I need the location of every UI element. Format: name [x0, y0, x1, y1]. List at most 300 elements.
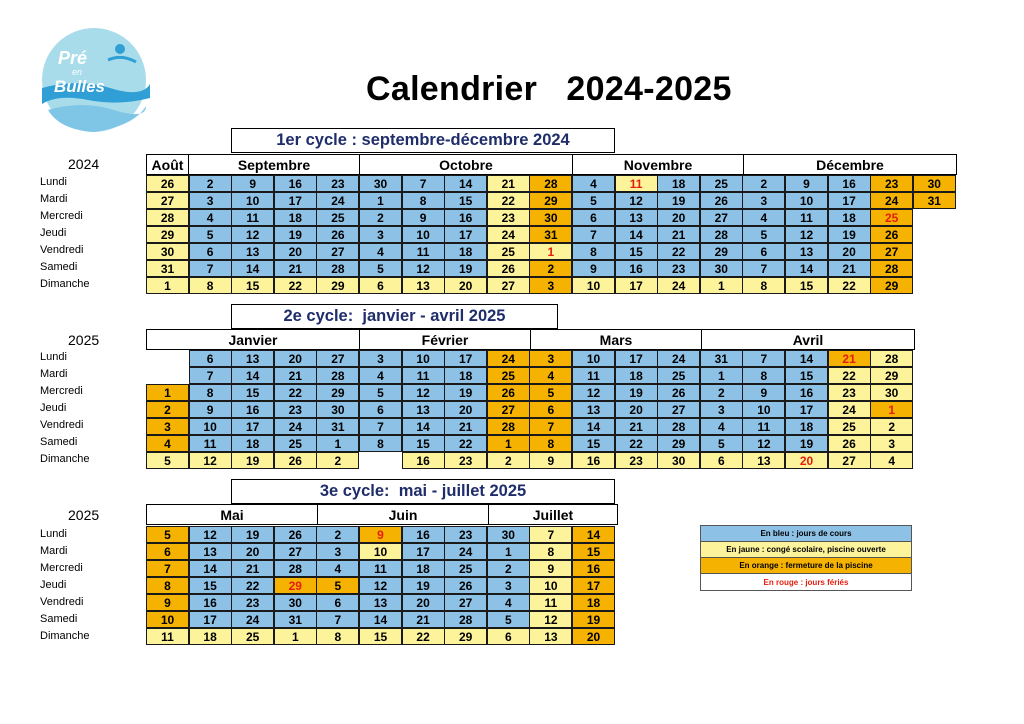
day-cell: 17 [785, 401, 828, 418]
day-cell: 13 [742, 452, 785, 469]
day-cell: 2 [189, 175, 232, 192]
day-cell: 23 [657, 260, 700, 277]
day-cell: 18 [828, 209, 871, 226]
day-cell: 3 [742, 192, 785, 209]
day-cell: 30 [359, 175, 402, 192]
day-cell: 2 [487, 560, 530, 577]
day-cell: 15 [231, 384, 274, 401]
day-cell: 25 [870, 209, 913, 226]
day-cell: 24 [487, 350, 530, 367]
day-cell: 2 [146, 401, 189, 418]
day-cell: 23 [870, 175, 913, 192]
day-cell: 20 [657, 209, 700, 226]
day-cell: 28 [487, 418, 530, 435]
day-cell: 8 [742, 367, 785, 384]
day-cell: 4 [572, 175, 615, 192]
day-cell: 10 [402, 226, 445, 243]
day-cell: 9 [231, 175, 274, 192]
month-mai: Mai [146, 504, 318, 525]
day-cell: 19 [274, 226, 317, 243]
day-label-4: Vendredi [40, 244, 84, 256]
day-cell: 12 [231, 226, 274, 243]
day-label-3: Jeudi [40, 402, 67, 414]
day-cell: 11 [146, 628, 189, 645]
day-cell: 5 [742, 226, 785, 243]
day-label-6: Dimanche [40, 630, 90, 642]
day-label-6: Dimanche [40, 453, 90, 465]
day-cell: 26 [146, 175, 189, 192]
month-janvier: Janvier [146, 329, 360, 350]
day-cell: 21 [828, 350, 871, 367]
day-cell: 22 [828, 277, 871, 294]
day-cell: 15 [402, 435, 445, 452]
day-cell: 21 [274, 260, 317, 277]
day-cell: 26 [316, 226, 359, 243]
day-cell: 3 [316, 543, 359, 560]
day-cell: 17 [231, 418, 274, 435]
day-cell: 26 [828, 435, 871, 452]
day-cell: 2 [700, 384, 743, 401]
day-cell: 8 [359, 435, 402, 452]
day-cell: 17 [828, 192, 871, 209]
day-cell: 8 [146, 577, 189, 594]
day-cell: 29 [316, 384, 359, 401]
day-cell: 1 [487, 435, 530, 452]
day-cell: 5 [146, 526, 189, 543]
day-cell: 26 [487, 260, 530, 277]
day-cell: 21 [444, 418, 487, 435]
day-cell: 9 [402, 209, 445, 226]
day-cell: 27 [657, 401, 700, 418]
day-cell: 22 [274, 277, 317, 294]
day-cell: 11 [402, 367, 445, 384]
day-cell: 12 [529, 611, 572, 628]
logo-text-bulles: Bulles [54, 77, 106, 96]
day-cell: 3 [359, 226, 402, 243]
day-cell: 20 [444, 277, 487, 294]
day-cell: 30 [700, 260, 743, 277]
day-cell: 19 [657, 192, 700, 209]
day-cell: 16 [615, 260, 658, 277]
day-cell: 31 [913, 192, 956, 209]
month-novembre: Novembre [572, 154, 744, 175]
day-label-2: Mercredi [40, 562, 83, 574]
day-cell: 28 [444, 611, 487, 628]
day-cell: 16 [402, 452, 445, 469]
day-cell: 29 [444, 628, 487, 645]
day-cell: 6 [700, 452, 743, 469]
day-cell: 15 [231, 277, 274, 294]
cycle-2-year: 2025 [68, 332, 100, 348]
day-cell: 11 [402, 243, 445, 260]
day-cell: 12 [615, 192, 658, 209]
day-cell: 14 [572, 526, 615, 543]
day-cell: 18 [615, 367, 658, 384]
day-cell: 16 [572, 452, 615, 469]
day-cell: 18 [444, 367, 487, 384]
day-cell: 7 [146, 560, 189, 577]
day-cell: 9 [785, 175, 828, 192]
day-cell: 29 [316, 277, 359, 294]
day-cell: 7 [529, 418, 572, 435]
day-cell: 19 [615, 384, 658, 401]
day-cell: 18 [572, 594, 615, 611]
day-cell: 10 [742, 401, 785, 418]
day-cell: 25 [828, 418, 871, 435]
day-cell: 26 [657, 384, 700, 401]
day-cell: 29 [146, 226, 189, 243]
day-cell: 12 [189, 452, 232, 469]
day-cell: 8 [189, 384, 232, 401]
day-cell: 10 [572, 277, 615, 294]
day-cell: 19 [572, 611, 615, 628]
day-cell: 13 [231, 243, 274, 260]
day-cell: 6 [189, 243, 232, 260]
day-cell: 5 [359, 260, 402, 277]
day-cell: 2 [742, 175, 785, 192]
day-cell: 18 [231, 435, 274, 452]
month-aout: Août [146, 154, 189, 175]
day-cell: 28 [316, 260, 359, 277]
day-cell: 3 [529, 350, 572, 367]
day-cell: 27 [274, 543, 317, 560]
day-cell: 22 [231, 577, 274, 594]
day-cell: 13 [231, 350, 274, 367]
day-cell: 10 [189, 418, 232, 435]
day-cell: 4 [700, 418, 743, 435]
day-cell: 6 [359, 401, 402, 418]
day-cell: 4 [487, 594, 530, 611]
day-cell: 6 [359, 277, 402, 294]
cycle-1-title: 1er cycle : septembre-décembre 2024 [231, 128, 615, 153]
day-cell: 27 [316, 243, 359, 260]
day-label-5: Samedi [40, 613, 78, 625]
day-cell: 19 [785, 435, 828, 452]
day-cell: 9 [359, 526, 402, 543]
day-cell: 27 [487, 401, 530, 418]
day-cell: 18 [657, 175, 700, 192]
day-cell: 23 [615, 452, 658, 469]
month-mars: Mars [530, 329, 702, 350]
day-cell: 18 [274, 209, 317, 226]
day-cell: 20 [785, 452, 828, 469]
day-cell: 4 [146, 435, 189, 452]
day-cell: 29 [274, 577, 317, 594]
day-cell: 15 [572, 435, 615, 452]
day-cell: 1 [487, 543, 530, 560]
day-cell: 25 [657, 367, 700, 384]
day-cell: 18 [189, 628, 232, 645]
day-cell: 20 [615, 401, 658, 418]
month-avril: Avril [701, 329, 915, 350]
day-cell: 16 [828, 175, 871, 192]
day-cell: 9 [742, 384, 785, 401]
day-cell: 26 [274, 526, 317, 543]
day-cell: 11 [529, 594, 572, 611]
day-cell: 20 [274, 350, 317, 367]
day-cell: 19 [402, 577, 445, 594]
day-cell: 10 [359, 543, 402, 560]
day-cell: 19 [444, 384, 487, 401]
day-cell: 17 [444, 350, 487, 367]
day-cell: 27 [146, 192, 189, 209]
day-cell: 1 [700, 277, 743, 294]
day-cell: 25 [274, 435, 317, 452]
day-cell: 1 [870, 401, 913, 418]
day-cell: 24 [231, 611, 274, 628]
day-cell: 15 [785, 367, 828, 384]
day-cell: 13 [402, 401, 445, 418]
legend-rouge: En rouge : jours fériés [701, 574, 911, 590]
day-cell: 25 [487, 243, 530, 260]
day-cell: 2 [529, 260, 572, 277]
day-cell: 22 [615, 435, 658, 452]
day-label-5: Samedi [40, 261, 78, 273]
day-cell: 12 [572, 384, 615, 401]
day-cell: 22 [274, 384, 317, 401]
day-cell: 6 [189, 350, 232, 367]
day-cell: 11 [785, 209, 828, 226]
day-cell: 28 [657, 418, 700, 435]
day-cell: 6 [487, 628, 530, 645]
day-cell: 16 [402, 526, 445, 543]
day-cell: 31 [146, 260, 189, 277]
day-cell: 23 [828, 384, 871, 401]
day-cell: 4 [529, 367, 572, 384]
day-cell: 16 [231, 401, 274, 418]
day-cell: 2 [870, 418, 913, 435]
day-cell: 26 [274, 452, 317, 469]
day-cell: 6 [146, 543, 189, 560]
day-cell: 21 [487, 175, 530, 192]
day-cell: 14 [572, 418, 615, 435]
day-cell: 2 [487, 452, 530, 469]
day-cell: 14 [444, 175, 487, 192]
day-cell: 11 [359, 560, 402, 577]
day-cell: 18 [444, 243, 487, 260]
day-cell: 17 [444, 226, 487, 243]
pre-en-bulles-logo [38, 26, 150, 134]
day-cell: 24 [870, 192, 913, 209]
day-cell: 6 [529, 401, 572, 418]
day-cell: 18 [402, 560, 445, 577]
day-cell: 30 [870, 384, 913, 401]
day-cell: 26 [487, 384, 530, 401]
cycle-2-title: 2e cycle: janvier - avril 2025 [231, 304, 558, 329]
day-cell: 16 [444, 209, 487, 226]
day-cell: 19 [231, 526, 274, 543]
day-cell: 5 [572, 192, 615, 209]
day-cell: 3 [529, 277, 572, 294]
day-cell: 31 [700, 350, 743, 367]
day-cell: 31 [274, 611, 317, 628]
day-cell: 17 [274, 192, 317, 209]
day-cell: 21 [231, 560, 274, 577]
day-cell: 9 [572, 260, 615, 277]
day-cell: 17 [189, 611, 232, 628]
day-cell: 25 [316, 209, 359, 226]
day-cell: 24 [657, 350, 700, 367]
day-cell: 21 [615, 418, 658, 435]
day-cell: 30 [487, 526, 530, 543]
day-cell: 15 [189, 577, 232, 594]
day-cell: 21 [274, 367, 317, 384]
day-cell: 3 [146, 418, 189, 435]
day-cell: 20 [402, 594, 445, 611]
day-label-4: Vendredi [40, 596, 84, 608]
day-cell: 8 [316, 628, 359, 645]
legend-bleu: En bleu : jours de cours [701, 526, 911, 542]
cycle-3-year: 2025 [68, 507, 100, 523]
day-cell: 30 [316, 401, 359, 418]
day-cell: 16 [572, 560, 615, 577]
day-cell: 1 [529, 243, 572, 260]
day-cell: 7 [529, 526, 572, 543]
day-cell: 11 [189, 435, 232, 452]
day-cell: 6 [742, 243, 785, 260]
day-cell: 4 [316, 560, 359, 577]
day-cell: 23 [487, 209, 530, 226]
logo-text-pre: Pré [58, 48, 88, 68]
day-cell: 31 [316, 418, 359, 435]
day-cell: 17 [572, 577, 615, 594]
day-cell: 25 [231, 628, 274, 645]
day-cell: 23 [444, 526, 487, 543]
day-cell: 10 [146, 611, 189, 628]
day-cell: 4 [870, 452, 913, 469]
day-cell: 5 [359, 384, 402, 401]
day-cell: 27 [828, 452, 871, 469]
day-cell: 27 [316, 350, 359, 367]
day-cell: 14 [785, 350, 828, 367]
day-cell: 23 [316, 175, 359, 192]
day-cell: 1 [146, 277, 189, 294]
day-cell: 10 [402, 350, 445, 367]
day-cell: 5 [146, 452, 189, 469]
month-decembre: Décembre [743, 154, 957, 175]
day-cell: 1 [274, 628, 317, 645]
day-cell: 22 [657, 243, 700, 260]
day-cell: 12 [785, 226, 828, 243]
day-cell: 29 [657, 435, 700, 452]
day-cell: 10 [785, 192, 828, 209]
day-cell: 23 [444, 452, 487, 469]
day-label-4: Vendredi [40, 419, 84, 431]
day-cell: 15 [615, 243, 658, 260]
day-label-1: Mardi [40, 545, 68, 557]
day-label-2: Mercredi [40, 210, 83, 222]
day-cell: 14 [402, 418, 445, 435]
day-cell: 8 [572, 243, 615, 260]
day-cell: 11 [572, 367, 615, 384]
day-cell: 5 [700, 435, 743, 452]
day-cell: 3 [700, 401, 743, 418]
day-cell: 7 [316, 611, 359, 628]
day-cell: 15 [785, 277, 828, 294]
day-label-0: Lundi [40, 351, 67, 363]
day-cell: 28 [700, 226, 743, 243]
cycle-1-year: 2024 [68, 156, 100, 172]
day-cell: 8 [189, 277, 232, 294]
day-cell: 22 [487, 192, 530, 209]
day-cell: 28 [316, 367, 359, 384]
day-cell: 8 [529, 543, 572, 560]
day-cell: 24 [828, 401, 871, 418]
day-cell: 27 [444, 594, 487, 611]
day-label-0: Lundi [40, 176, 67, 188]
day-cell: 29 [870, 277, 913, 294]
day-label-5: Samedi [40, 436, 78, 448]
day-cell: 16 [274, 175, 317, 192]
day-cell: 6 [572, 209, 615, 226]
day-cell: 23 [274, 401, 317, 418]
day-cell: 2 [359, 209, 402, 226]
day-cell: 14 [189, 560, 232, 577]
day-cell: 24 [444, 543, 487, 560]
day-cell: 27 [870, 243, 913, 260]
day-label-3: Jeudi [40, 579, 67, 591]
day-label-1: Mardi [40, 193, 68, 205]
day-cell: 12 [402, 260, 445, 277]
day-cell: 6 [316, 594, 359, 611]
day-cell: 7 [742, 350, 785, 367]
day-cell: 29 [870, 367, 913, 384]
day-cell: 28 [529, 175, 572, 192]
month-fevrier: Février [359, 329, 531, 350]
day-cell: 13 [572, 401, 615, 418]
day-cell: 20 [572, 628, 615, 645]
cycle-2-month-header [146, 329, 915, 350]
day-cell: 4 [359, 243, 402, 260]
day-cell: 12 [189, 526, 232, 543]
day-cell: 4 [359, 367, 402, 384]
day-cell: 25 [444, 560, 487, 577]
day-cell: 28 [870, 350, 913, 367]
month-juillet: Juillet [488, 504, 618, 525]
day-cell: 15 [572, 543, 615, 560]
day-cell: 19 [444, 260, 487, 277]
cycle-3-month-header [146, 504, 618, 525]
day-cell: 2 [316, 452, 359, 469]
day-cell: 4 [189, 209, 232, 226]
day-cell: 26 [870, 226, 913, 243]
day-cell: 21 [402, 611, 445, 628]
day-cell: 24 [657, 277, 700, 294]
day-cell: 13 [402, 277, 445, 294]
day-cell: 27 [487, 277, 530, 294]
day-cell: 31 [529, 226, 572, 243]
day-cell: 30 [274, 594, 317, 611]
day-cell: 17 [402, 543, 445, 560]
day-cell: 11 [615, 175, 658, 192]
day-cell: 14 [231, 260, 274, 277]
cycle-3-title: 3e cycle: mai - juillet 2025 [231, 479, 615, 504]
day-cell: 20 [274, 243, 317, 260]
day-cell: 14 [359, 611, 402, 628]
day-cell: 13 [189, 543, 232, 560]
day-cell: 23 [231, 594, 274, 611]
day-cell: 29 [529, 192, 572, 209]
day-cell: 9 [146, 594, 189, 611]
page-title: Calendrier 2024-2025 [366, 70, 732, 108]
day-cell: 10 [231, 192, 274, 209]
day-cell: 15 [444, 192, 487, 209]
day-cell: 7 [359, 418, 402, 435]
logo-text-en: en [72, 67, 83, 77]
day-cell: 30 [146, 243, 189, 260]
day-cell: 20 [828, 243, 871, 260]
month-octobre: Octobre [359, 154, 573, 175]
